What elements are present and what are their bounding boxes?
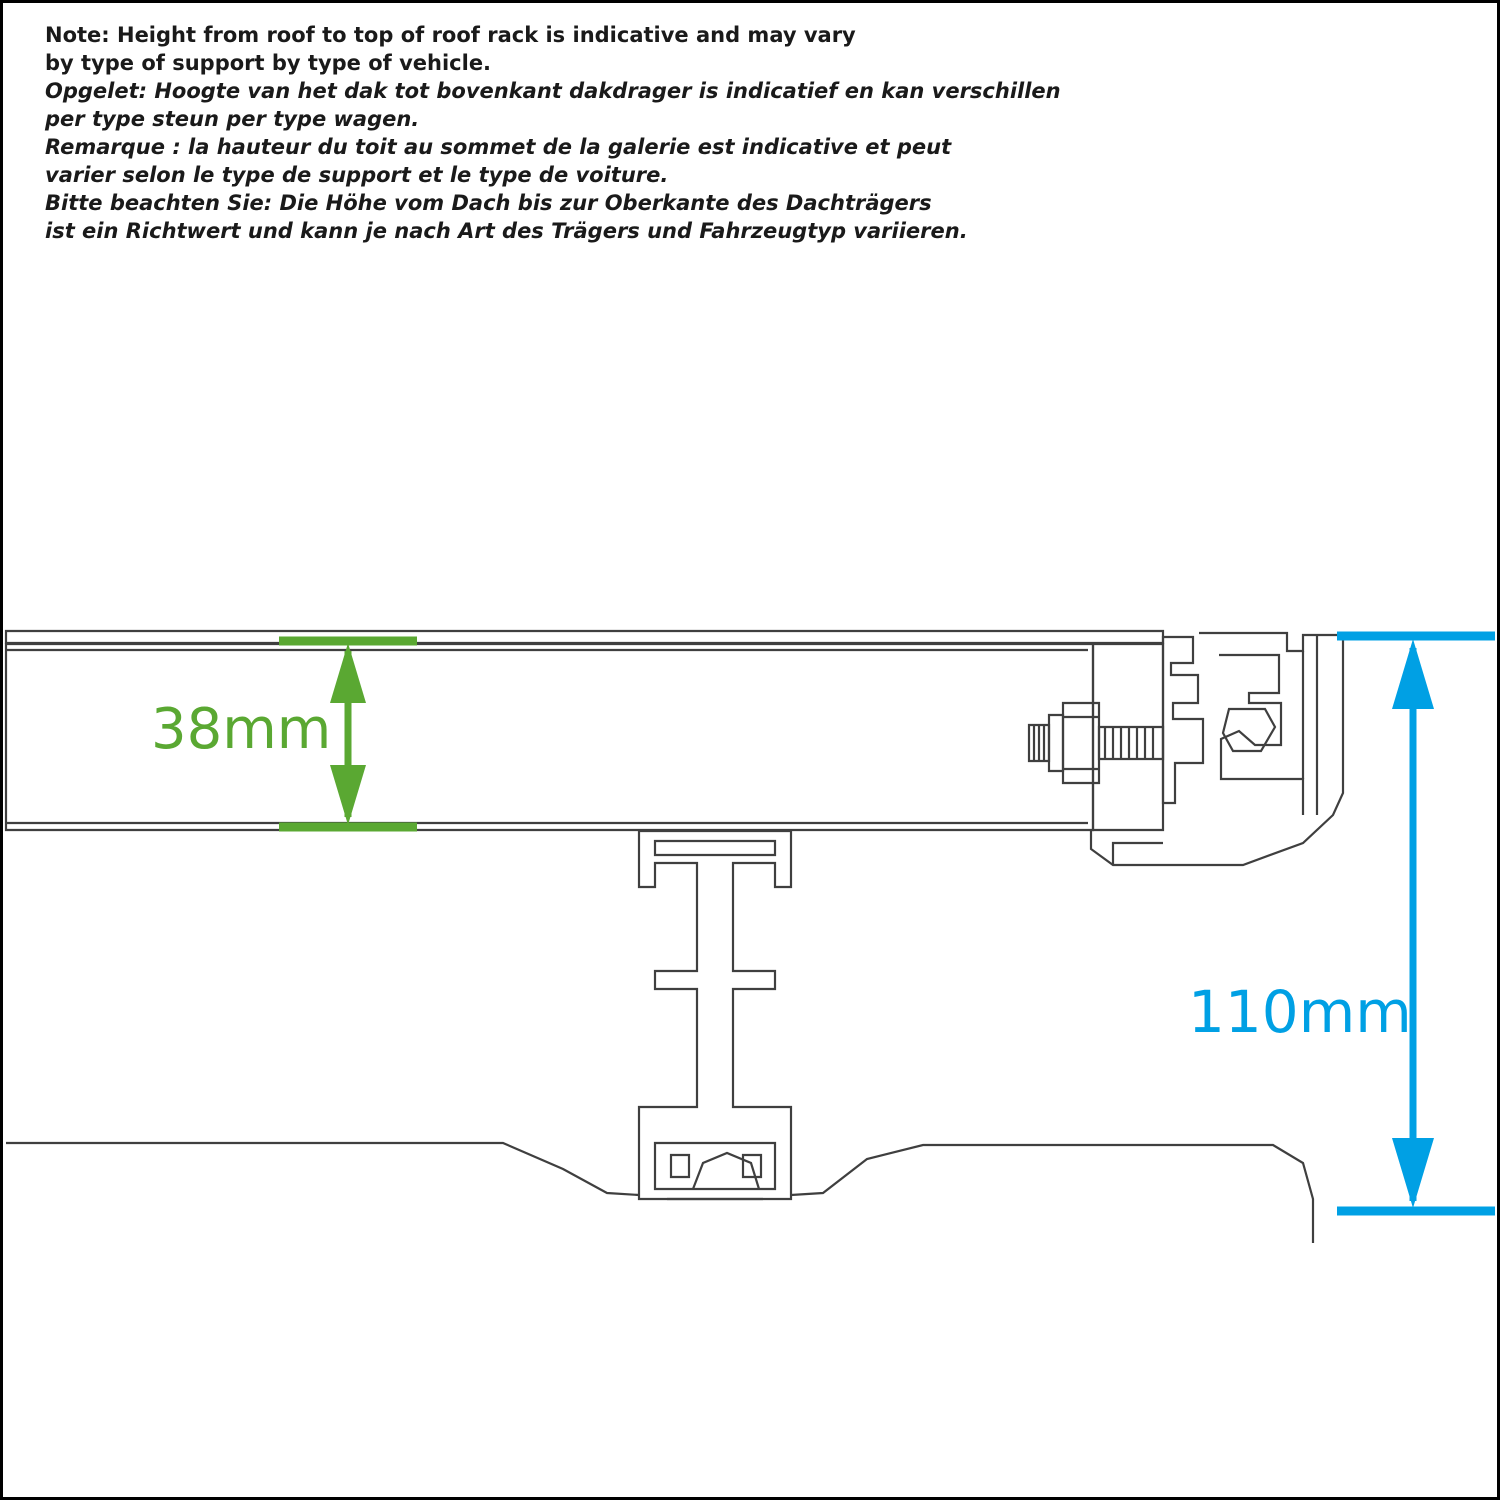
dimension-110mm: [1337, 636, 1495, 1211]
note-line: varier selon le type de support et le type de voiture.: [45, 163, 669, 187]
note-line: by type of support by type of vehicle.: [45, 51, 492, 75]
dimension-label-110mm: 110mm: [1188, 978, 1412, 1046]
bolt-and-nut: [1029, 703, 1163, 783]
note-line: Note: Height from roof to top of roof rack is indicative and may vary: [45, 23, 856, 47]
note-line: Bitte beachten Sie: Die Höhe vom Dach bis zur Oberkante des Dachträgers: [45, 191, 932, 215]
vehicle-roof-outline: [6, 1143, 1313, 1243]
note-line: Opgelet: Hoogte van het dak tot bovenkant dakdrager is indicatief en kan verschillen: [45, 79, 1061, 103]
note-line: per type steun per type wagen.: [45, 107, 420, 131]
note-line: Remarque : la hauteur du toit au sommet de la galerie est indicative et peut: [45, 135, 952, 159]
dimension-label-38mm: 38mm: [151, 697, 332, 762]
vertical-support-profile: [639, 831, 791, 1199]
note-line: ist ein Richtwert und kann je nach Art des Trägers und Fahrzeugtyp variieren.: [45, 219, 968, 243]
